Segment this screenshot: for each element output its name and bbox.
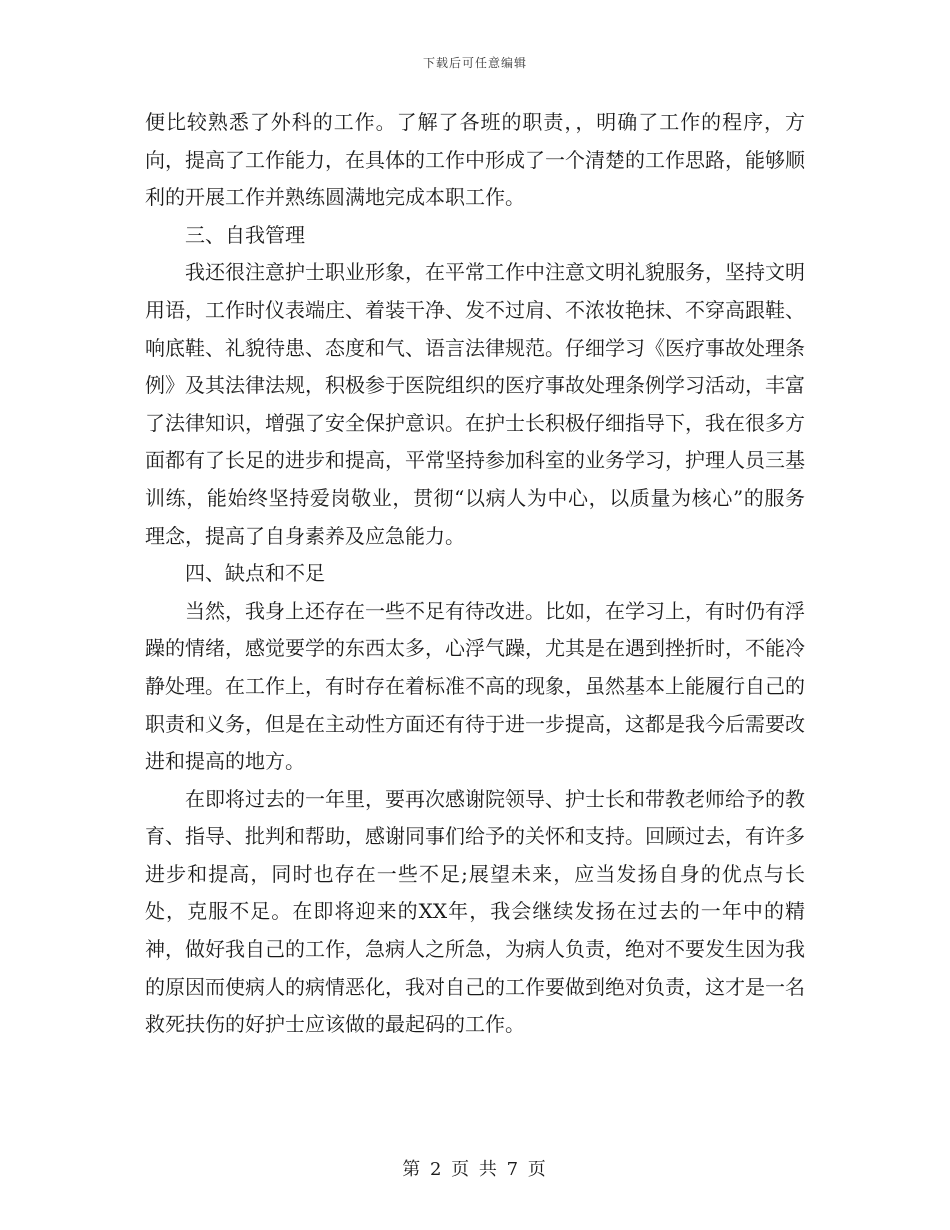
- paragraph-continuation: 便比较熟悉了外科的工作。了解了各班的职责，，明确了工作的程序，方向，提高了工作能力，在具体的工作中形成了一个清楚的工作思路，能够顺利的开展工作并熟练圆满地完成本职工作。: [145, 110, 805, 210]
- paragraph-self-management: 我还很注意护士职业形象，在平常工作中注意文明礼貌服务，坚持文明用语，工作时仪表端庄、着装干净、发不过肩、不浓妆艳抹、不穿高跟鞋、响底鞋、礼貌待患、态度和气、语言法律规范。仔细学习《医疗事故处理条例》及其法律法规，积极参于医院组织的医疗事故处理条例学习活动，丰富了法律知识，增强了安全保护意识。在护士长积极仔细指导下，我在很多方面都有了长足的进步和提高，平常坚持参加科室的业务学习，护理人员三基训练，能始终坚持爱岗敬业，贯彻“以病人为中心，以质量为核心”的服务理念，提高了自身素养及应急能力。: [145, 260, 805, 548]
- footer-page-number: 2: [429, 1159, 444, 1180]
- page-footer: [0, 1155, 950, 1181]
- footer-middle: 页 共: [451, 1159, 499, 1180]
- footer-prefix: 第: [402, 1159, 423, 1180]
- section-heading-self-management: 三、自我管理: [185, 222, 305, 247]
- section-heading-shortcomings: 四、缺点和不足: [185, 561, 325, 586]
- footer-total-pages: 7: [506, 1159, 521, 1180]
- document-body: [145, 104, 805, 1044]
- paragraph-shortcomings: 当然，我身上还存在一些不足有待改进。比如，在学习上，有时仍有浮躁的情绪，感觉要学的东西太多，心浮气躁，尤其是在遇到挫折时，不能冷静处理。在工作上，有时存在着标准不高的现象，虽然基本上能履行自己的职责和义务，但是在主动性方面还有待于进一步提高，这都是我今后需要改进和提高的地方。: [145, 598, 805, 774]
- paragraph-conclusion: 在即将过去的一年里，要再次感谢院领导、护士长和带教老师给予的教育、指导、批判和帮助，感谢同事们给予的关怀和支持。回顾过去，有许多进步和提高，同时也存在一些不足;展望未来，应当发扬自身的优点与长处，克服不足。在即将迎来的XX年，我会继续发扬在过去的一年中的精神，做好我自己的工作，急病人之所急，为病人负责，绝对不要发生因为我的原因而使病人的病情恶化，我对自己的工作要做到绝对负责，这才是一名救死扶伤的好护士应该做的最起码的工作。: [145, 786, 805, 1037]
- footer-suffix: 页: [527, 1159, 548, 1180]
- page-header: 下载后可任意编辑: [422, 56, 527, 70]
